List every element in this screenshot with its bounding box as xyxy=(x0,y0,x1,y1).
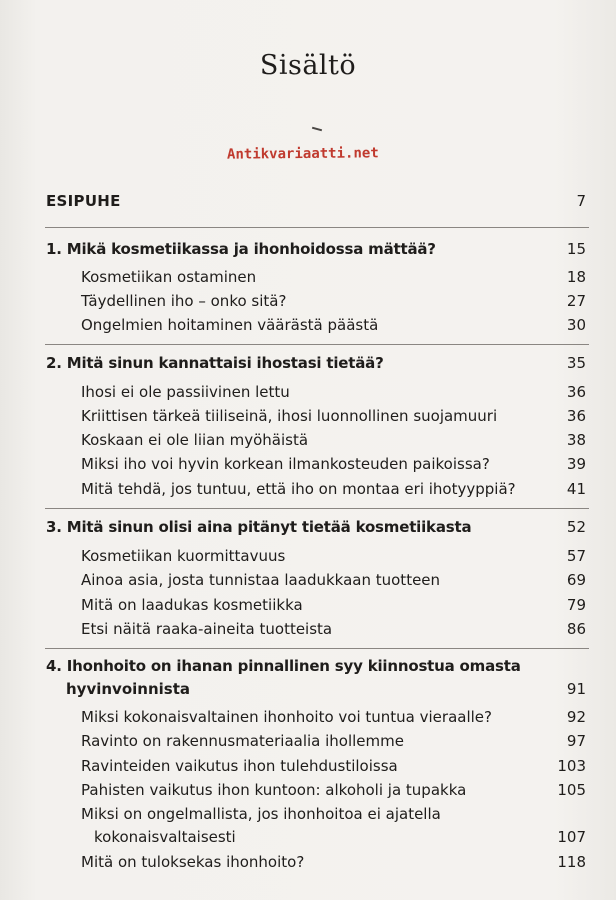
toc-page-number: 69 xyxy=(566,571,586,589)
toc-label: Miksi iho voi hyvin korkean ilmankosteuden paikoissa? xyxy=(81,455,490,473)
toc-page-number: 105 xyxy=(557,781,586,799)
toc-entry-section[interactable] xyxy=(0,802,616,826)
toc-label: ESIPUHE xyxy=(46,192,121,210)
toc-page-number: 92 xyxy=(566,708,586,726)
toc-entry-section[interactable] xyxy=(0,729,616,753)
toc-entry-section[interactable] xyxy=(0,617,616,641)
toc-page-number: 103 xyxy=(557,757,586,775)
toc-entry-section[interactable] xyxy=(0,778,616,802)
toc-label: Ihosi ei ole passiivinen lettu xyxy=(81,383,290,401)
chapter-divider xyxy=(45,648,589,649)
toc-label: 1. Mikä kosmetiikassa ja ihonhoidossa mättää? xyxy=(46,240,436,258)
toc-label: Miksi on ongelmallista, jos ihonhoitoa ei ajatella xyxy=(81,805,441,823)
toc-label: Ongelmien hoitaminen väärästä päästä xyxy=(81,316,379,334)
chapter-divider xyxy=(45,344,589,345)
page-title: Sisältö xyxy=(259,50,357,81)
toc-label: Mitä on laadukas kosmetiikka xyxy=(81,596,303,614)
toc-label: Mitä on tuloksekas ihonhoito? xyxy=(81,853,305,871)
toc-page-number: 27 xyxy=(566,292,586,310)
toc-page-number: 91 xyxy=(566,680,586,698)
toc-label: Ravinto on rakennusmateriaalia ihollemme xyxy=(81,732,404,750)
toc-entry-section[interactable] xyxy=(0,289,616,313)
toc-label: Täydellinen iho – onko sitä? xyxy=(81,292,287,310)
toc-label: hyvinvoinnista xyxy=(66,680,190,698)
toc-entry-section[interactable] xyxy=(0,705,616,729)
toc-entry-section[interactable] xyxy=(0,544,616,568)
title-ornament xyxy=(312,127,322,132)
toc-label: kokonaisvaltaisesti xyxy=(94,828,236,846)
watermark: Antikvariaatti.net xyxy=(226,145,379,163)
toc-page-number: 107 xyxy=(557,828,586,846)
toc-page-number: 57 xyxy=(566,547,586,565)
toc-page-number: 52 xyxy=(566,518,586,536)
toc-label: Mitä tehdä, jos tuntuu, että iho on montaa eri ihotyyppiä? xyxy=(81,480,516,498)
toc-label: 3. Mitä sinun olisi aina pitänyt tietää kosmetiikasta xyxy=(46,518,472,536)
toc-entry-section[interactable] xyxy=(0,754,616,778)
toc-page-number: 41 xyxy=(566,480,586,498)
toc-entry-section[interactable] xyxy=(0,265,616,289)
toc-entry-section[interactable] xyxy=(0,313,616,337)
toc-label: Kosmetiikan kuormittavuus xyxy=(81,547,286,565)
toc-entry-chapter-1[interactable] xyxy=(0,237,616,261)
toc-label: Pahisten vaikutus ihon kuntoon: alkoholi ja tupakka xyxy=(81,781,467,799)
toc-label: Koskaan ei ole liian myöhäistä xyxy=(81,431,309,449)
toc-page-number: 36 xyxy=(566,383,586,401)
toc-entry-section-continued[interactable] xyxy=(0,825,616,849)
toc-label: Kosmetiikan ostaminen xyxy=(81,268,257,286)
toc-page-number: 30 xyxy=(566,316,586,334)
toc-page-number: 97 xyxy=(566,732,586,750)
toc-label: Kriittisen tärkeä tiiliseinä, ihosi luonnollinen suojamuuri xyxy=(81,407,498,425)
toc-label: Ravinteiden vaikutus ihon tulehdustiloissa xyxy=(81,757,398,775)
toc-label: 4. Ihonhoito on ihanan pinnallinen syy kiinnostua omasta xyxy=(46,657,521,675)
toc-page-number: 118 xyxy=(557,853,586,871)
chapter-divider xyxy=(45,508,589,509)
toc-entry-chapter-2[interactable] xyxy=(0,351,616,375)
toc-page-number: 7 xyxy=(576,192,586,210)
toc-entry-section[interactable] xyxy=(0,428,616,452)
toc-page-number: 39 xyxy=(566,455,586,473)
toc-entry-section[interactable] xyxy=(0,477,616,501)
toc-entry-section[interactable] xyxy=(0,452,616,476)
toc-page-number: 15 xyxy=(566,240,586,258)
toc-page-number: 18 xyxy=(566,268,586,286)
toc-label: Ainoa asia, josta tunnistaa laadukkaan tuotteen xyxy=(81,571,441,589)
toc-entry-chapter-4-continued[interactable] xyxy=(0,677,616,701)
toc-entry-section[interactable] xyxy=(0,404,616,428)
toc-label: 2. Mitä sinun kannattaisi ihostasi tietää? xyxy=(46,354,384,372)
toc-entry-chapter-3[interactable] xyxy=(0,515,616,539)
toc-page-number: 86 xyxy=(566,620,586,638)
toc-page-number: 35 xyxy=(566,354,586,372)
toc-page-number: 38 xyxy=(566,431,586,449)
chapter-divider xyxy=(45,227,589,228)
toc-page-number: 79 xyxy=(566,596,586,614)
toc-page-number: 36 xyxy=(566,407,586,425)
toc-label: Etsi näitä raaka-aineita tuotteista xyxy=(81,620,333,638)
toc-entry-section[interactable] xyxy=(0,380,616,404)
toc-entry-esipuhe[interactable] xyxy=(0,189,616,213)
toc-entry-section[interactable] xyxy=(0,850,616,874)
toc-entry-chapter-4[interactable] xyxy=(0,654,616,678)
toc-entry-section[interactable] xyxy=(0,593,616,617)
toc-entry-section[interactable] xyxy=(0,568,616,592)
toc-label: Miksi kokonaisvaltainen ihonhoito voi tuntua vieraalle? xyxy=(81,708,492,726)
